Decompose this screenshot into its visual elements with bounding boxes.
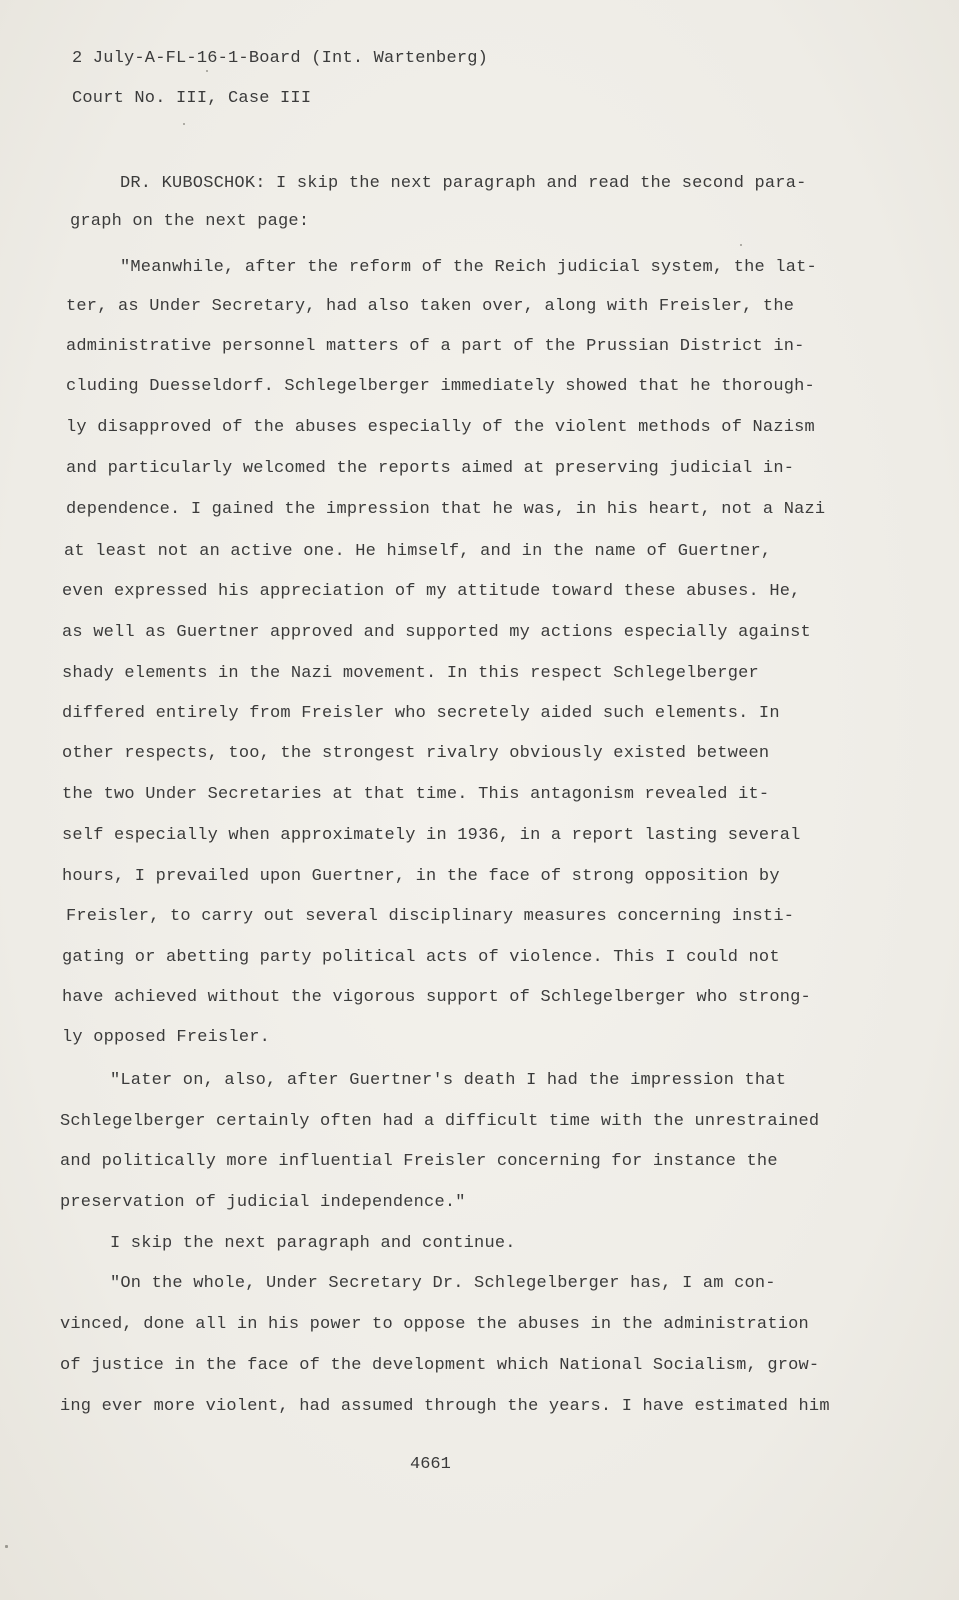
text-line: dependence. I gained the impression that he was, in his heart, not a Nazi <box>66 500 826 519</box>
text-line: "On the whole, Under Secretary Dr. Schlegelberger has, I am con- <box>110 1274 776 1293</box>
text-line: at least not an active one. He himself, and in the name of Guertner, <box>64 542 772 561</box>
text-line: cluding Duesseldorf. Schlegelberger immediately showed that he thorough- <box>66 377 815 396</box>
text-line: as well as Guertner approved and supported my actions especially against <box>62 623 811 642</box>
text-line: preservation of judicial independence." <box>60 1193 466 1212</box>
text-line: ly disapproved of the abuses especially of the violent methods of Nazism <box>66 418 815 437</box>
text-line: Schlegelberger certainly often had a difficult time with the unrestrained <box>60 1112 820 1131</box>
header-line-1: 2 July-A-FL-16-1-Board (Int. Wartenberg) <box>72 49 489 68</box>
text-line: "Later on, also, after Guertner's death I had the impression that <box>110 1071 787 1090</box>
paper-speck <box>206 70 208 72</box>
text-line: ing ever more violent, had assumed through the years. I have estimated him <box>60 1397 830 1416</box>
text-line: the two Under Secretaries at that time. This antagonism revealed it- <box>62 785 770 804</box>
text-line: ter, as Under Secretary, had also taken over, along with Freisler, the <box>66 297 795 316</box>
text-line: I skip the next paragraph and continue. <box>110 1234 516 1253</box>
text-line: and politically more influential Freisler concerning for instance the <box>60 1152 778 1171</box>
text-line: DR. KUBOSCHOK: I skip the next paragraph and read the second para- <box>120 174 807 193</box>
text-line: differed entirely from Freisler who secretely aided such elements. In <box>62 704 780 723</box>
text-line: of justice in the face of the development which National Socialism, grow- <box>60 1356 820 1375</box>
text-line: have achieved without the vigorous support of Schlegelberger who strong- <box>62 988 811 1007</box>
text-line: even expressed his appreciation of my attitude toward these abuses. He, <box>62 582 801 601</box>
paper-speck <box>5 1545 8 1548</box>
paper-speck <box>183 123 185 125</box>
text-line: vinced, done all in his power to oppose the abuses in the administration <box>60 1315 809 1334</box>
text-line: administrative personnel matters of a part of the Prussian District in- <box>66 337 805 356</box>
text-line: Freisler, to carry out several disciplinary measures concerning insti- <box>66 907 795 926</box>
text-line: self especially when approximately in 1936, in a report lasting several <box>62 826 801 845</box>
text-line: ly opposed Freisler. <box>62 1028 271 1047</box>
text-line: gating or abetting party political acts of violence. This I could not <box>62 948 780 967</box>
paper-speck <box>740 244 742 246</box>
text-line: shady elements in the Nazi movement. In this respect Schlegelberger <box>62 664 759 683</box>
text-line: and particularly welcomed the reports aimed at preserving judicial in- <box>66 459 795 478</box>
text-line: graph on the next page: <box>70 212 310 231</box>
page-number: 4661 <box>410 1455 451 1474</box>
text-line: other respects, too, the strongest rivalry obviously existed between <box>62 744 770 763</box>
header-line-2: Court No. III, Case III <box>72 89 312 108</box>
text-line: "Meanwhile, after the reform of the Reich judicial system, the lat- <box>120 258 817 277</box>
text-line: hours, I prevailed upon Guertner, in the face of strong opposition by <box>62 867 780 886</box>
